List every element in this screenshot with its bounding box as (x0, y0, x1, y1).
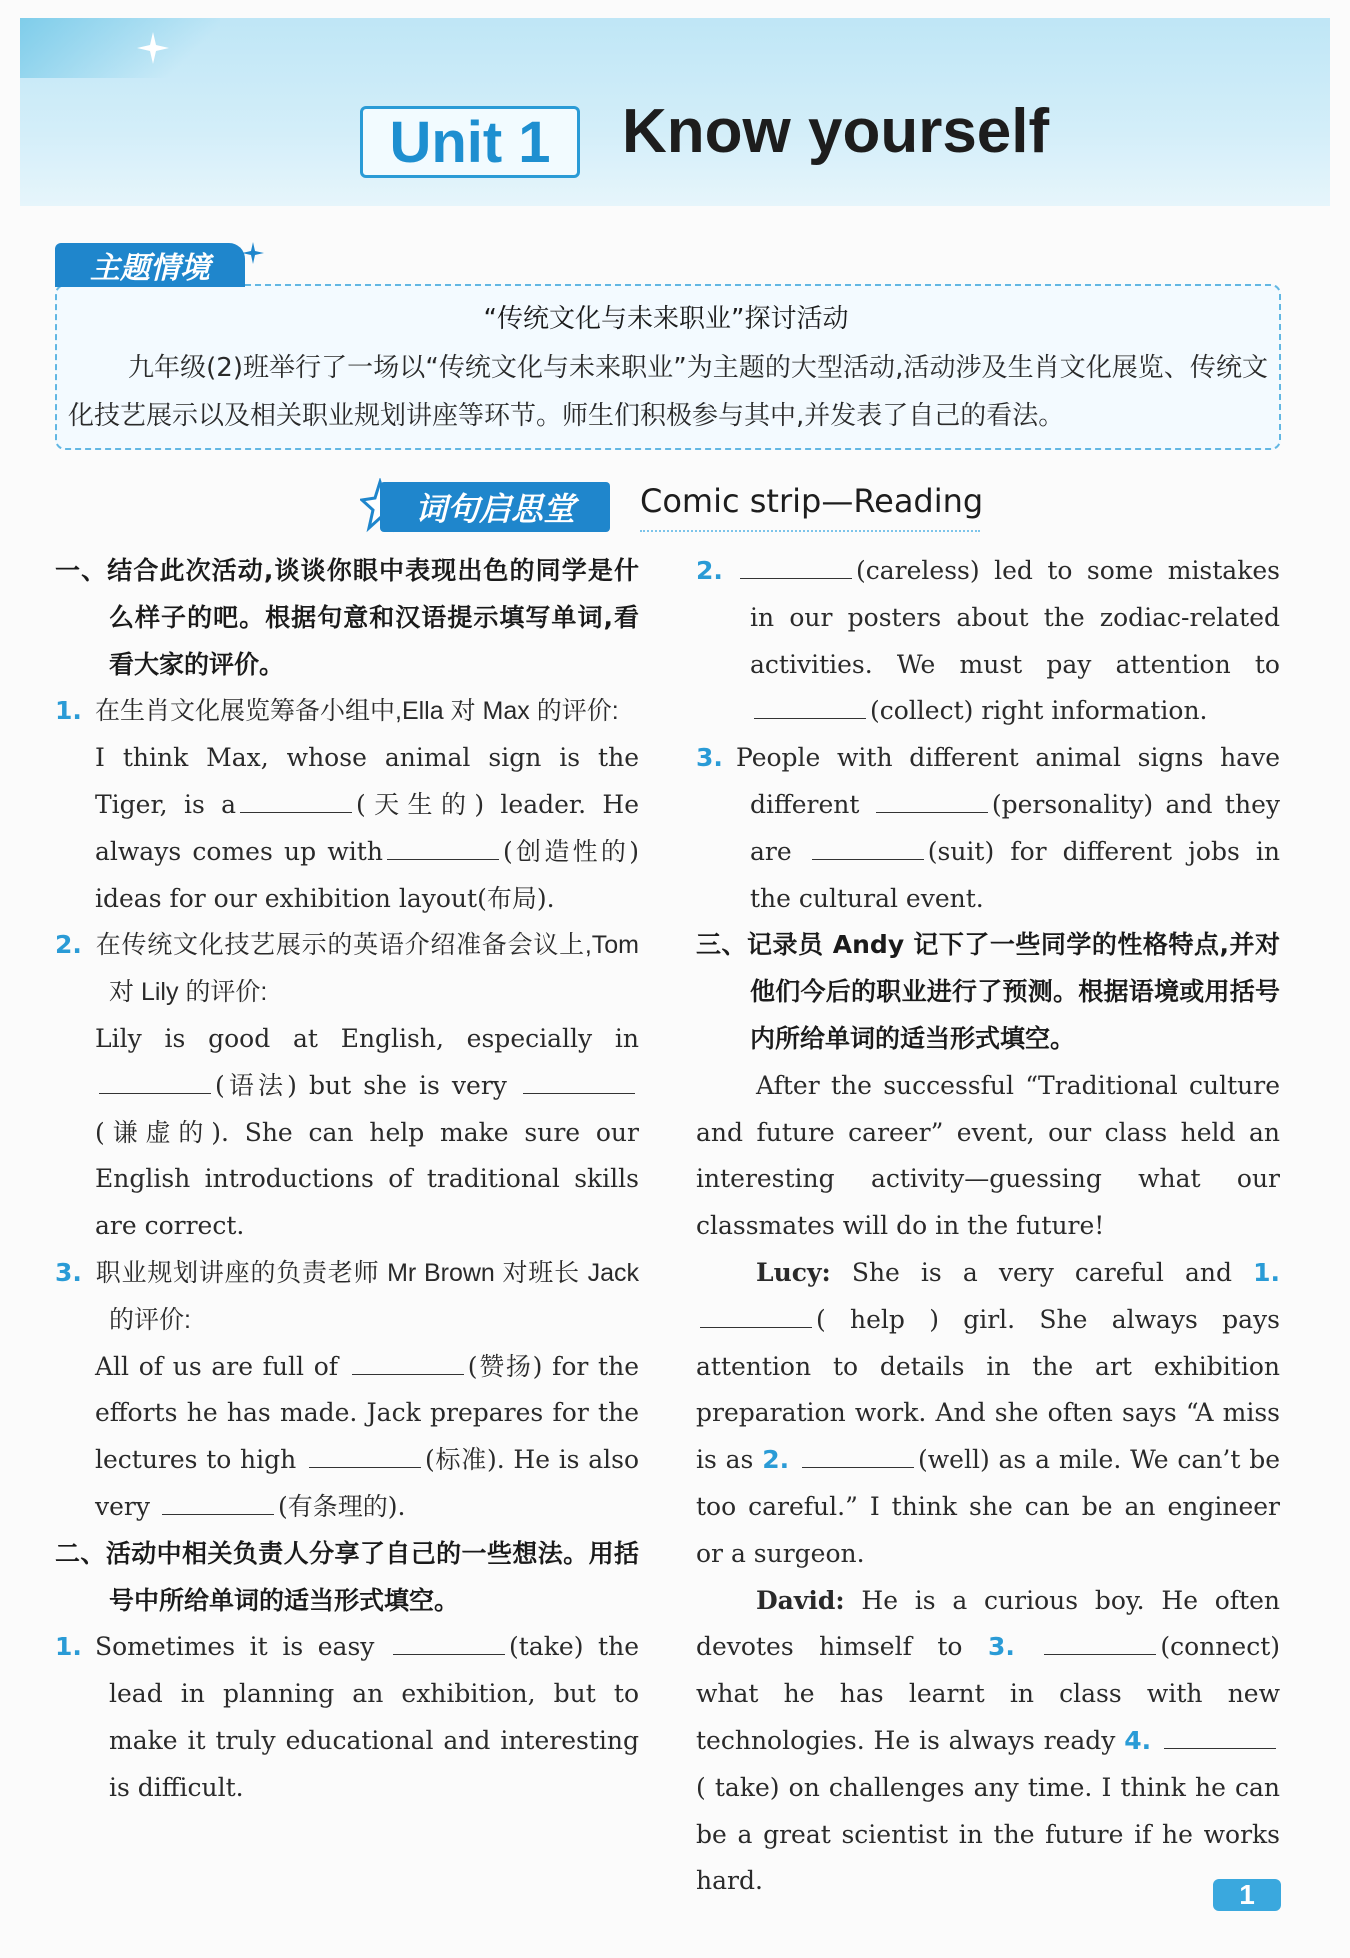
theme-heading: “传统文化与未来职业”探讨活动 (483, 304, 849, 334)
blank-number: 4. (1124, 1725, 1152, 1755)
question-number: 3. (696, 743, 723, 773)
speaker-name: Lucy: (756, 1257, 831, 1287)
part2-question-2: 2. (careless) led to some mistakes in our posters about the zodiac-related activities. We must pay attention to (collect) right information. (696, 548, 1280, 735)
question-intro: 在生肖文化展览筹备小组中,Ella 对 Max 的评价: (95, 697, 619, 726)
page-number: 1 (1213, 1879, 1281, 1911)
blank-number: 1. (1253, 1257, 1280, 1287)
section-underline (640, 530, 980, 532)
answer-blank[interactable] (802, 1445, 914, 1468)
answer-blank[interactable] (352, 1352, 464, 1375)
speaker-name: David: (756, 1585, 845, 1615)
question-3-text: All of us are full of (赞扬) for the efforts he has made. Jack prepares for the lectures to high (标准). He is also very (有条理的). (95, 1351, 640, 1521)
sparkle-icon (135, 30, 171, 66)
section-badge: 词句启思堂 (380, 482, 610, 532)
question-intro: 在传统文化技艺展示的英语介绍准备会议上,Tom 对 Lily 的评价: (95, 931, 639, 1007)
question-1-text: I think Max, whose animal sign is the Tiger, is a (天生的) leader. He always comes up with (创造性的) ideas for our exhibition layout(布局). (95, 743, 639, 913)
answer-blank[interactable] (393, 1632, 505, 1655)
answer-blank[interactable] (162, 1492, 274, 1515)
part3-heading: 三、记录员 Andy 记下了一些同学的性格特点,并对他们今后的职业进行了预测。根据语境或用括号内所给单词的适当形式填空。 (696, 930, 1280, 1053)
question-number: 3. (55, 1257, 82, 1287)
left-column (55, 548, 639, 1812)
question-intro: 职业规划讲座的负责老师 Mr Brown 对班长 Jack 的评价: (95, 1258, 639, 1334)
blank-number: 2. (762, 1445, 790, 1475)
question-3 (55, 1250, 639, 1344)
question-number: 2. (696, 556, 723, 585)
unit-title: Know yourself (622, 97, 1050, 166)
part2-question-1: 1. Sometimes it is easy (take) the lead in planning an exhibition, but to make it truly educational and interesting is difficult. (55, 1624, 639, 1811)
header-corner-decoration (20, 18, 220, 78)
part2-heading: 二、活动中相关负责人分享了自己的一些想法。用括号中所给单词的适当形式填空。 (55, 1538, 639, 1615)
part2-question-3: 3. People with different animal signs have different (personality) and they are (suit) for different jobs in the cultural event. (696, 735, 1280, 922)
question-1 (55, 688, 639, 735)
lucy-paragraph: Lucy: She is a very careful and 1. ( help ) girl. She always pays attention to details in the art exhibition preparation work. And she often says “A miss is as 2. (well) as a mile. We can’t be too careful.” I think she can be an engineer or a surgeon. (696, 1257, 1281, 1568)
answer-blank[interactable] (740, 556, 852, 579)
answer-blank[interactable] (1164, 1726, 1276, 1749)
answer-blank[interactable] (754, 696, 866, 719)
answer-blank[interactable] (309, 1445, 421, 1468)
answer-blank[interactable] (1044, 1632, 1156, 1655)
answer-blank[interactable] (812, 837, 924, 860)
question-number: 1. (55, 696, 82, 726)
answer-blank[interactable] (700, 1305, 812, 1328)
question-2-text: Lily is good at English, especially in (语法) but she is very (谦虚的). She can help make sure our English introductions of traditional skills are correct. (95, 1023, 639, 1241)
answer-blank[interactable] (387, 837, 499, 860)
question-2 (55, 922, 639, 1016)
answer-blank[interactable] (876, 790, 988, 813)
right-column (696, 548, 1280, 1905)
passage-intro: After the successful “Traditional culture and future career” event, our class held an interesting activity—guessing what our classmates will do in the future! (696, 1070, 1280, 1241)
part1-heading: 一、结合此次活动,谈谈你眼中表现出色的同学是什么样子的吧。根据句意和汉语提示填写单词,看看大家的评价。 (55, 556, 639, 679)
answer-blank[interactable] (240, 790, 352, 813)
unit-label: Unit 1 (389, 109, 551, 175)
question-number: 1. (55, 1632, 82, 1662)
blank-number: 3. (987, 1632, 1015, 1662)
theme-body: 九年级(2)班举行了一场以“传统文化与未来职业”为主题的大型活动,活动涉及生肖文化展览、传统文化技艺展示以及相关职业规划讲座等环节。师生们积极参与其中,并发表了自己的看法。 (68, 353, 1268, 431)
star-icon (240, 240, 266, 266)
section-title: Comic strip—Reading (640, 482, 984, 520)
david-paragraph: David: He is a curious boy. He often devotes himself to 3. (connect) what he has learnt in class with new technologies. He is always ready 4. ( take) on challenges any time. I think he can be a great scientist in the future if he works hard. (696, 1585, 1281, 1896)
unit-label-box (360, 106, 580, 178)
theme-tag: 主题情境 (55, 243, 245, 287)
answer-blank[interactable] (99, 1071, 211, 1094)
question-number: 2. (55, 930, 82, 960)
answer-blank[interactable] (523, 1071, 635, 1094)
